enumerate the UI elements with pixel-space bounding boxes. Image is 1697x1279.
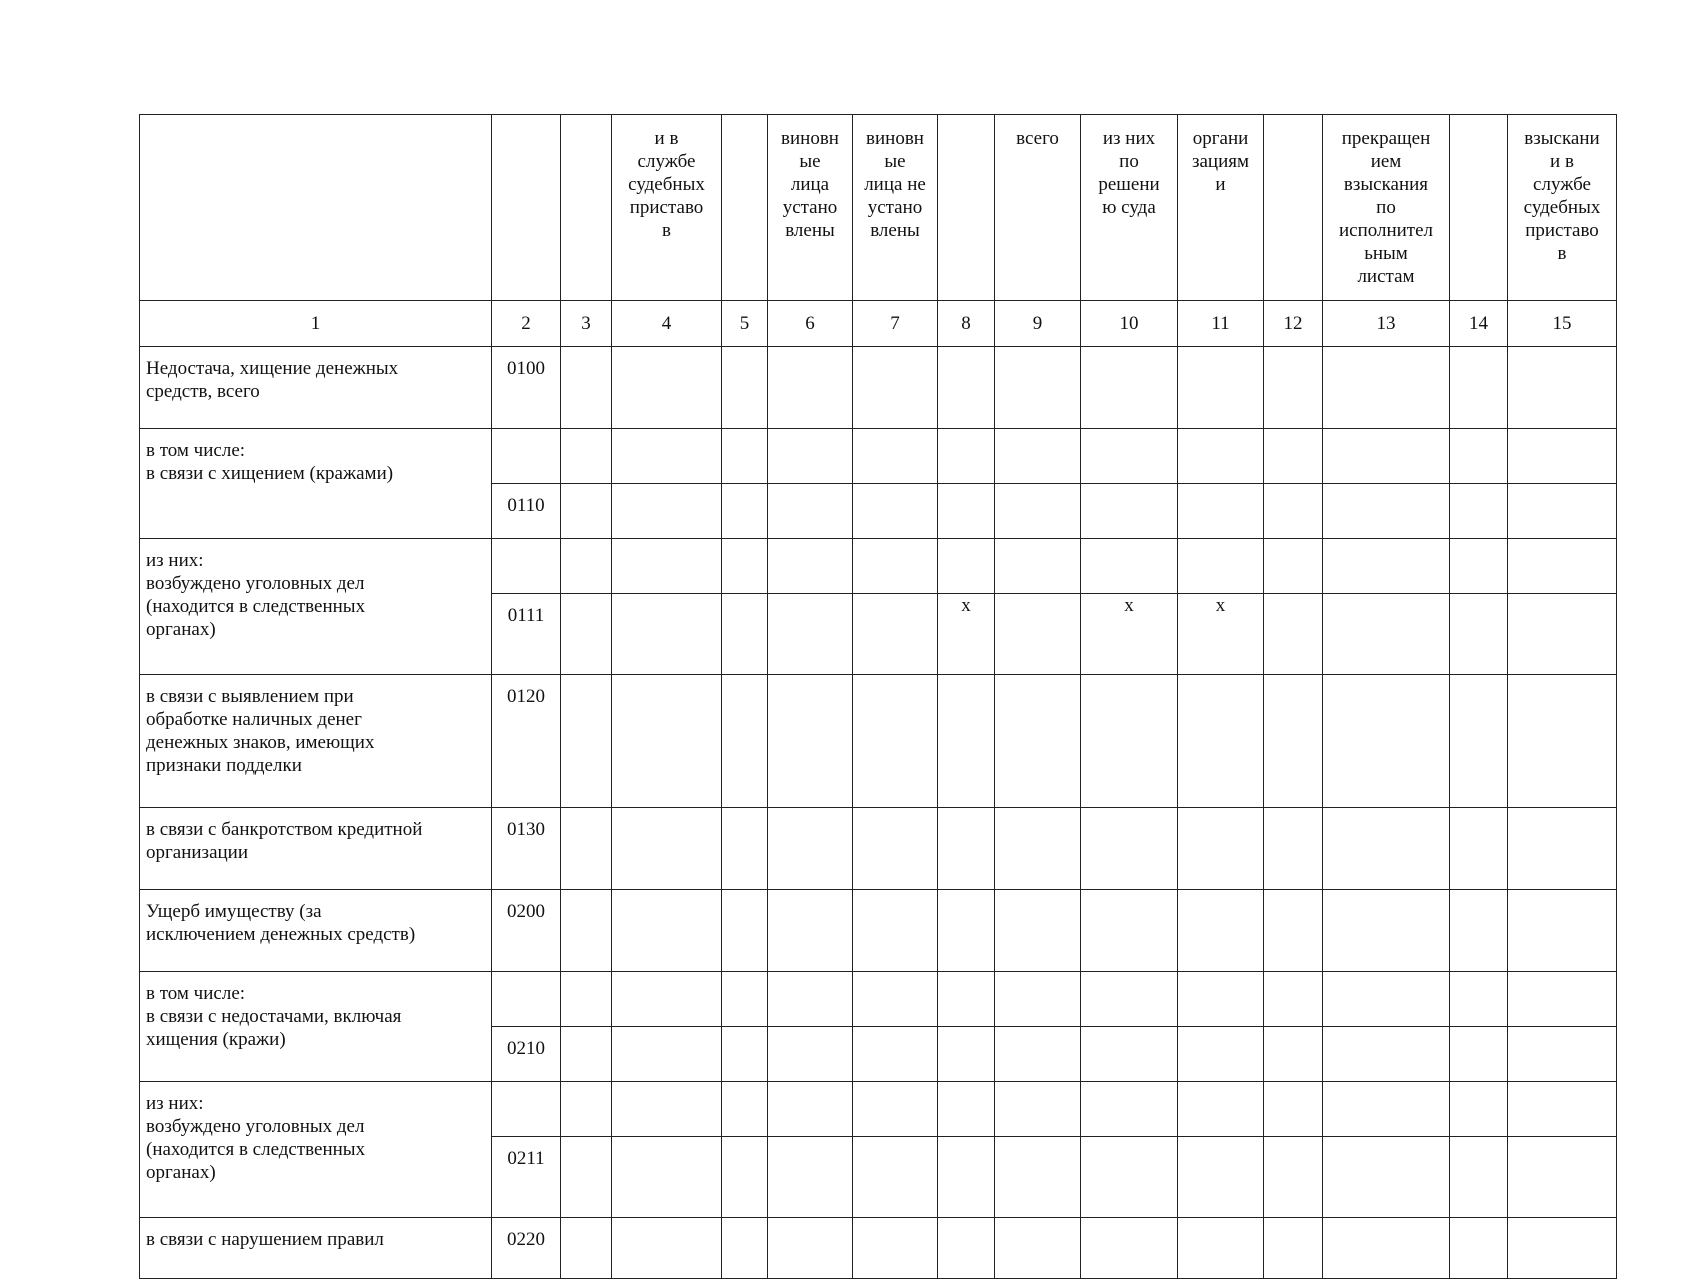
- header-col-13: прекращен ием взыскания по исполнител ьным листам: [1323, 115, 1450, 301]
- data-cell[interactable]: [995, 1137, 1081, 1218]
- data-cell[interactable]: [612, 484, 722, 539]
- data-cell[interactable]: [722, 890, 768, 972]
- data-cell[interactable]: [768, 594, 853, 675]
- data-cell[interactable]: [1178, 1027, 1264, 1082]
- data-cell[interactable]: [1264, 890, 1323, 972]
- data-cell[interactable]: [938, 890, 995, 972]
- data-cell[interactable]: [853, 539, 938, 594]
- data-cell[interactable]: [995, 1027, 1081, 1082]
- data-cell[interactable]: [1081, 1218, 1178, 1279]
- data-cell[interactable]: [1323, 594, 1450, 675]
- data-cell[interactable]: [1508, 972, 1617, 1027]
- row-code-blank: [492, 429, 561, 484]
- data-cell[interactable]: [1264, 1082, 1323, 1137]
- data-cell[interactable]: [1323, 972, 1450, 1027]
- table-row-0220: [140, 1218, 1617, 1279]
- data-cell[interactable]: [1178, 484, 1264, 539]
- data-cell[interactable]: [995, 808, 1081, 890]
- data-cell[interactable]: [1508, 1027, 1617, 1082]
- data-cell[interactable]: [561, 484, 612, 539]
- data-cell[interactable]: [1450, 594, 1508, 675]
- data-cell[interactable]: [768, 539, 853, 594]
- data-cell[interactable]: [612, 1082, 722, 1137]
- data-cell[interactable]: [1450, 1137, 1508, 1218]
- data-cell[interactable]: [853, 1027, 938, 1082]
- data-cell[interactable]: [561, 347, 612, 429]
- data-cell[interactable]: [1178, 808, 1264, 890]
- header-col-4: и в службе судебных приставо в: [612, 115, 722, 301]
- table-row-0120: [140, 675, 1617, 808]
- column-number: 9: [995, 301, 1081, 347]
- data-cell[interactable]: [1081, 890, 1178, 972]
- column-number: 13: [1323, 301, 1450, 347]
- data-cell[interactable]: [1323, 890, 1450, 972]
- data-cell[interactable]: [612, 1218, 722, 1279]
- data-cell[interactable]: [561, 972, 612, 1027]
- row-code-blank: [492, 539, 561, 594]
- data-cell[interactable]: [768, 890, 853, 972]
- data-cell[interactable]: [1081, 1137, 1178, 1218]
- data-cell[interactable]: [1178, 539, 1264, 594]
- data-cell[interactable]: [1178, 890, 1264, 972]
- data-cell[interactable]: [1264, 347, 1323, 429]
- column-number: 8: [938, 301, 995, 347]
- column-number: 3: [561, 301, 612, 347]
- data-cell[interactable]: [1264, 539, 1323, 594]
- data-cell[interactable]: [853, 972, 938, 1027]
- data-cell[interactable]: [722, 972, 768, 1027]
- header-col-15: взыскани и в службе судебных приставо в: [1508, 115, 1617, 301]
- data-cell[interactable]: [561, 1218, 612, 1279]
- data-cell[interactable]: [995, 890, 1081, 972]
- data-cell[interactable]: [1178, 429, 1264, 484]
- data-cell[interactable]: [1323, 1082, 1450, 1137]
- data-cell[interactable]: [768, 1137, 853, 1218]
- row-code-blank: [492, 972, 561, 1027]
- data-cell[interactable]: [561, 1137, 612, 1218]
- data-cell[interactable]: [938, 347, 995, 429]
- data-cell[interactable]: [561, 890, 612, 972]
- data-cell[interactable]: [612, 675, 722, 808]
- data-cell[interactable]: [612, 539, 722, 594]
- row-label: в связи с выявлением при обработке наличных денег денежных знаков, имеющих признаки подделки: [140, 675, 492, 808]
- data-cell[interactable]: [1323, 1137, 1450, 1218]
- header-col-12: [1264, 115, 1323, 301]
- header-col-9: всего: [995, 115, 1081, 301]
- data-cell[interactable]: [995, 972, 1081, 1027]
- column-number: 5: [722, 301, 768, 347]
- data-cell[interactable]: [722, 1027, 768, 1082]
- data-cell[interactable]: [722, 808, 768, 890]
- data-cell[interactable]: [1264, 808, 1323, 890]
- data-cell[interactable]: [1081, 1082, 1178, 1137]
- row-label: из них: возбуждено уголовных дел (находится в следственных органах): [140, 539, 492, 675]
- data-cell[interactable]: [1081, 1027, 1178, 1082]
- column-number: 10: [1081, 301, 1178, 347]
- data-cell[interactable]: [1081, 808, 1178, 890]
- data-cell[interactable]: [938, 1027, 995, 1082]
- data-cell[interactable]: [995, 594, 1081, 675]
- data-cell[interactable]: [1323, 429, 1450, 484]
- data-cell[interactable]: [768, 808, 853, 890]
- table-row-0211-blank: [140, 1082, 1617, 1137]
- data-cell[interactable]: [853, 675, 938, 808]
- data-cell[interactable]: [938, 539, 995, 594]
- data-cell[interactable]: [995, 429, 1081, 484]
- header-col-11: органи зациям и: [1178, 115, 1264, 301]
- data-cell[interactable]: [1081, 429, 1178, 484]
- data-cell[interactable]: [1508, 808, 1617, 890]
- data-cell[interactable]: [995, 484, 1081, 539]
- data-cell[interactable]: [1178, 1218, 1264, 1279]
- data-cell[interactable]: [853, 347, 938, 429]
- column-number: 14: [1450, 301, 1508, 347]
- header-col-14: [1450, 115, 1508, 301]
- data-cell[interactable]: [1323, 347, 1450, 429]
- data-cell[interactable]: [722, 429, 768, 484]
- data-cell[interactable]: [1450, 675, 1508, 808]
- data-cell[interactable]: [1081, 539, 1178, 594]
- cross-mark-col-8: x: [938, 594, 995, 675]
- table-row-0200: [140, 890, 1617, 972]
- data-cell[interactable]: [561, 1027, 612, 1082]
- column-number-row: [140, 301, 1617, 347]
- header-col-7: виновн ые лица не устано влены: [853, 115, 938, 301]
- column-number: 15: [1508, 301, 1617, 347]
- header-col-8: [938, 115, 995, 301]
- data-cell[interactable]: [995, 539, 1081, 594]
- data-cell[interactable]: [561, 539, 612, 594]
- data-cell[interactable]: [1323, 808, 1450, 890]
- data-cell[interactable]: [722, 1137, 768, 1218]
- header-col-5: [722, 115, 768, 301]
- data-cell[interactable]: [722, 539, 768, 594]
- data-cell[interactable]: [1323, 1218, 1450, 1279]
- data-cell[interactable]: [995, 675, 1081, 808]
- data-cell[interactable]: [768, 347, 853, 429]
- row-code: 0210: [492, 1027, 561, 1082]
- data-cell[interactable]: [1264, 1218, 1323, 1279]
- data-cell[interactable]: [768, 1027, 853, 1082]
- row-code: 0111: [492, 594, 561, 675]
- data-cell[interactable]: [722, 1082, 768, 1137]
- data-cell[interactable]: [1508, 539, 1617, 594]
- row-label: из них: возбуждено уголовных дел (находится в следственных органах): [140, 1082, 492, 1218]
- row-code: 0120: [492, 675, 561, 808]
- data-cell[interactable]: [612, 594, 722, 675]
- data-cell[interactable]: [561, 594, 612, 675]
- row-label: в том числе: в связи с недостачами, включая хищения (кражи): [140, 972, 492, 1082]
- row-code: 0220: [492, 1218, 561, 1279]
- data-cell[interactable]: [938, 972, 995, 1027]
- data-cell[interactable]: [853, 890, 938, 972]
- data-cell[interactable]: [995, 347, 1081, 429]
- data-cell[interactable]: [853, 1082, 938, 1137]
- row-label: Недостача, хищение денежных средств, всего: [140, 347, 492, 429]
- header-col-1: [140, 115, 492, 301]
- data-cell[interactable]: [1450, 972, 1508, 1027]
- data-cell[interactable]: [1508, 347, 1617, 429]
- row-code: 0110: [492, 484, 561, 539]
- data-cell[interactable]: [1178, 1082, 1264, 1137]
- row-label: Ущерб имуществу (за исключением денежных средств): [140, 890, 492, 972]
- data-cell[interactable]: [1508, 1137, 1617, 1218]
- row-code: 0200: [492, 890, 561, 972]
- data-cell[interactable]: [1450, 347, 1508, 429]
- data-cell[interactable]: [1178, 347, 1264, 429]
- data-cell[interactable]: [1264, 594, 1323, 675]
- data-cell[interactable]: [561, 1082, 612, 1137]
- data-cell[interactable]: [938, 675, 995, 808]
- header-col-10: из них по решени ю суда: [1081, 115, 1178, 301]
- data-cell[interactable]: [1264, 1027, 1323, 1082]
- data-cell[interactable]: [1264, 972, 1323, 1027]
- data-cell[interactable]: [722, 594, 768, 675]
- data-cell[interactable]: [612, 972, 722, 1027]
- table-row-0110-blank: [140, 429, 1617, 484]
- data-cell[interactable]: [612, 1027, 722, 1082]
- data-cell[interactable]: [768, 972, 853, 1027]
- cross-mark-col-10: x: [1081, 594, 1178, 675]
- data-cell[interactable]: [853, 594, 938, 675]
- header-col-3: [561, 115, 612, 301]
- data-cell[interactable]: [853, 429, 938, 484]
- column-number: 1: [140, 301, 492, 347]
- data-cell[interactable]: [612, 808, 722, 890]
- row-label: в связи с нарушением правил: [140, 1218, 492, 1279]
- header-row: [140, 115, 1617, 301]
- column-number: 7: [853, 301, 938, 347]
- data-cell[interactable]: [561, 429, 612, 484]
- data-cell[interactable]: [722, 347, 768, 429]
- cross-mark-col-11: x: [1178, 594, 1264, 675]
- row-code: 0211: [492, 1137, 561, 1218]
- row-label: в связи с банкротством кредитной организации: [140, 808, 492, 890]
- row-code: 0100: [492, 347, 561, 429]
- data-cell[interactable]: [768, 1082, 853, 1137]
- data-cell[interactable]: [1508, 1082, 1617, 1137]
- data-cell[interactable]: [938, 1082, 995, 1137]
- column-number: 4: [612, 301, 722, 347]
- data-cell[interactable]: [1508, 1218, 1617, 1279]
- data-cell[interactable]: [938, 1137, 995, 1218]
- data-cell[interactable]: [1323, 484, 1450, 539]
- data-cell[interactable]: [768, 1218, 853, 1279]
- data-cell[interactable]: [1323, 675, 1450, 808]
- data-cell[interactable]: [1450, 1082, 1508, 1137]
- column-number: 12: [1264, 301, 1323, 347]
- data-cell[interactable]: [853, 1137, 938, 1218]
- report-table: [139, 114, 1617, 1279]
- data-cell[interactable]: [938, 429, 995, 484]
- table-row-0100: [140, 347, 1617, 429]
- data-cell[interactable]: [1178, 675, 1264, 808]
- data-cell[interactable]: [1508, 890, 1617, 972]
- data-cell[interactable]: [938, 808, 995, 890]
- data-cell[interactable]: [561, 675, 612, 808]
- data-cell[interactable]: [722, 1218, 768, 1279]
- column-number: 2: [492, 301, 561, 347]
- data-cell[interactable]: [1323, 1027, 1450, 1082]
- header-col-6: виновн ые лица устано влены: [768, 115, 853, 301]
- table-row-0210-blank: [140, 972, 1617, 1027]
- data-cell[interactable]: [612, 890, 722, 972]
- data-cell[interactable]: [1178, 972, 1264, 1027]
- row-code-blank: [492, 1082, 561, 1137]
- data-cell[interactable]: [853, 808, 938, 890]
- data-cell[interactable]: [995, 1082, 1081, 1137]
- data-cell[interactable]: [938, 1218, 995, 1279]
- data-cell[interactable]: [1508, 484, 1617, 539]
- data-cell[interactable]: [612, 1137, 722, 1218]
- data-cell[interactable]: [1450, 808, 1508, 890]
- data-cell[interactable]: [1081, 347, 1178, 429]
- data-cell[interactable]: [1264, 675, 1323, 808]
- data-cell[interactable]: [1450, 484, 1508, 539]
- data-cell[interactable]: [612, 429, 722, 484]
- data-cell[interactable]: [1264, 484, 1323, 539]
- data-cell[interactable]: [1450, 1027, 1508, 1082]
- data-cell[interactable]: [768, 675, 853, 808]
- column-number: 6: [768, 301, 853, 347]
- row-label: в том числе: в связи с хищением (кражами): [140, 429, 492, 539]
- data-cell[interactable]: [1081, 484, 1178, 539]
- data-cell[interactable]: [1264, 1137, 1323, 1218]
- data-cell[interactable]: [1264, 429, 1323, 484]
- data-cell[interactable]: [1450, 890, 1508, 972]
- data-cell[interactable]: [612, 347, 722, 429]
- data-cell[interactable]: [768, 429, 853, 484]
- data-cell[interactable]: [1081, 675, 1178, 808]
- data-cell[interactable]: [1508, 594, 1617, 675]
- data-cell[interactable]: [995, 1218, 1081, 1279]
- data-cell[interactable]: [561, 808, 612, 890]
- data-cell[interactable]: [853, 484, 938, 539]
- data-cell[interactable]: [1450, 1218, 1508, 1279]
- data-cell[interactable]: [1178, 1137, 1264, 1218]
- data-cell[interactable]: [853, 1218, 938, 1279]
- data-cell[interactable]: [938, 484, 995, 539]
- column-number: 11: [1178, 301, 1264, 347]
- data-cell[interactable]: [722, 484, 768, 539]
- data-cell[interactable]: [722, 675, 768, 808]
- data-cell[interactable]: [1323, 539, 1450, 594]
- data-cell[interactable]: [1081, 972, 1178, 1027]
- data-cell[interactable]: [1450, 429, 1508, 484]
- table-row-0130: [140, 808, 1617, 890]
- header-col-2: [492, 115, 561, 301]
- table-row-0111-blank: [140, 539, 1617, 594]
- data-cell[interactable]: [1508, 429, 1617, 484]
- row-code: 0130: [492, 808, 561, 890]
- data-cell[interactable]: [1450, 539, 1508, 594]
- data-cell[interactable]: [768, 484, 853, 539]
- data-cell[interactable]: [1508, 675, 1617, 808]
